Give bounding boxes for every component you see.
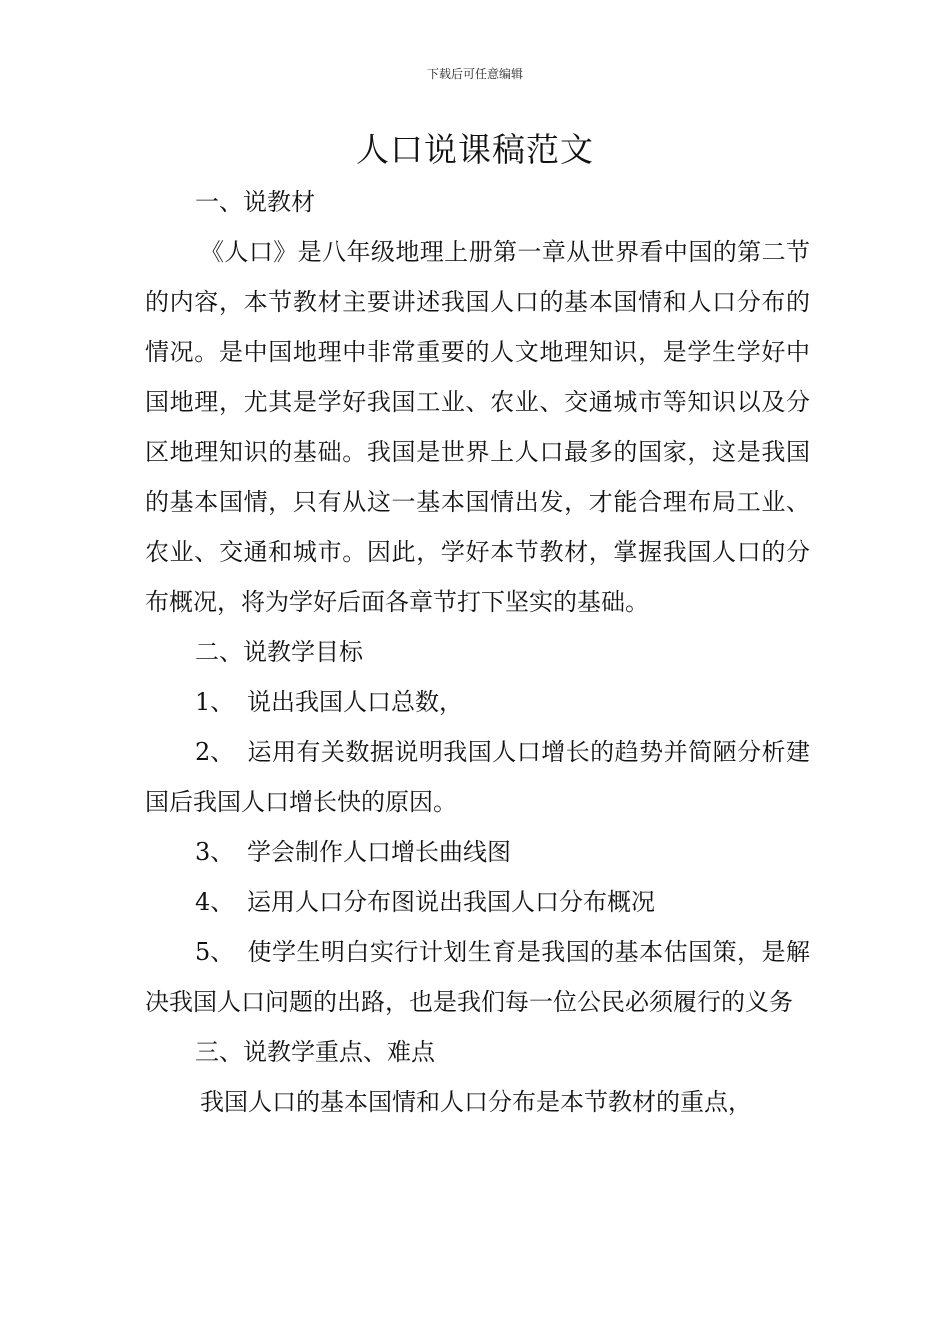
goal-item-1 <box>145 677 810 727</box>
goal-text: 运用有关数据说明我国人口增长的趋势并简陋分析建国后我国人口增长快的原因。 <box>145 738 810 816</box>
paragraph-textbook: 《人口》是八年级地理上册第一章从世界看中国的第二节的内容，本节教材主要讲述我国人口的基本国情和人口分布的情况。是中国地理中非常重要的人文地理知识，是学生学好中国地理，尤其是学好我国工业、农业、交通城市等知识以及分区地理知识的基础。我国是世界上人口最多的国家，这是我国的基本国情，只有从这一基本国情出发，才能合理布局工业、农业、交通和城市。因此，学好本节教材，掌握我国人口的分布概况，将为学好后面各章节打下坚实的基础。 <box>145 238 810 616</box>
paragraph-keypoints: 我国人口的基本国情和人口分布是本节教材的重点， <box>200 1088 752 1116</box>
goal-number: 3、 <box>195 838 235 866</box>
goal-item-2 <box>145 727 810 827</box>
goal-number: 5、 <box>195 938 235 966</box>
document-title: 人口说课稿范文 <box>356 130 594 169</box>
goal-text: 运用人口分布图说出我国人口分布概况 <box>247 888 655 916</box>
goal-number: 4、 <box>195 888 235 916</box>
section-heading-textbook: 一、说教材 <box>195 188 315 216</box>
document-body <box>145 177 810 1127</box>
header-note: 下载后可任意编辑 <box>426 67 523 81</box>
goal-text: 学会制作人口增长曲线图 <box>247 838 511 866</box>
goal-text: 说出我国人口总数， <box>247 688 463 716</box>
section-heading-goals: 二、说教学目标 <box>195 638 363 666</box>
goal-item-4 <box>145 877 810 927</box>
section-heading-keypoints: 三、说教学重点、难点 <box>195 1038 435 1066</box>
goal-item-5 <box>145 927 810 1027</box>
goal-item-3 <box>145 827 810 877</box>
goal-number: 2、 <box>195 738 235 766</box>
goal-text: 使学生明白实行计划生育是我国的基本估国策，是解决我国人口问题的出路，也是我们每一位公民必须履行的义务 <box>145 938 810 1016</box>
goal-number: 1、 <box>195 688 235 716</box>
